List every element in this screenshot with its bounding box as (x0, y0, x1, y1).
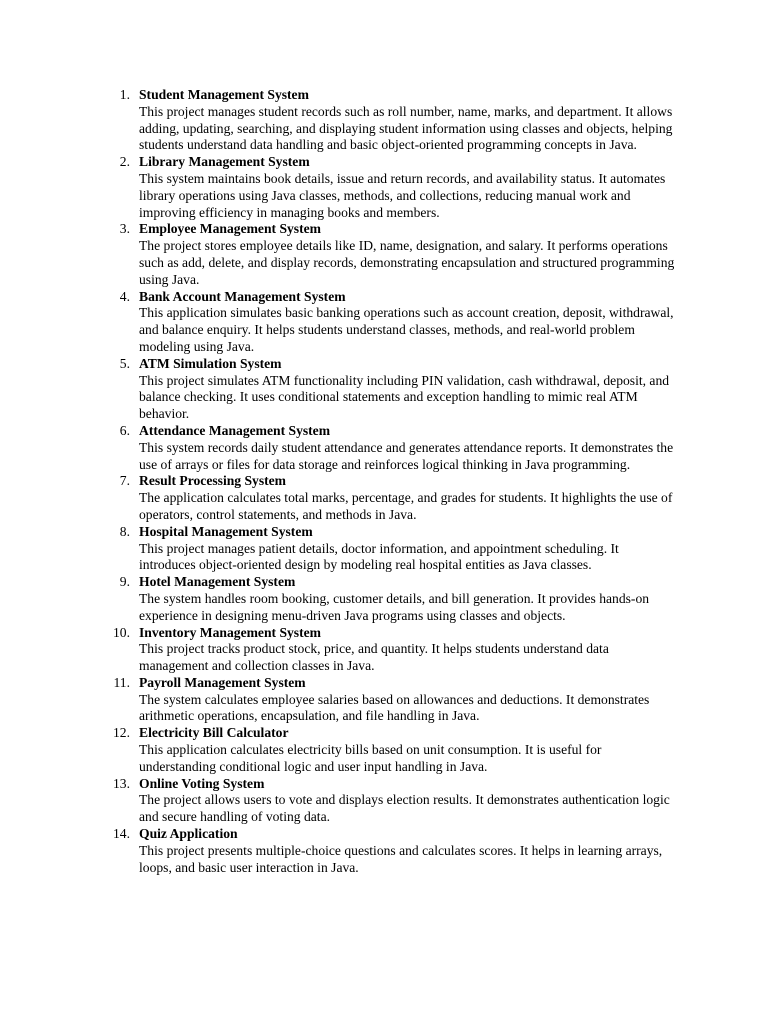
list-number: 3. (119, 221, 130, 237)
project-title: Electricity Bill Calculator (139, 725, 289, 741)
list-number: 5. (119, 355, 130, 371)
list-item (0, 221, 768, 288)
project-description: This project tracks product stock, price, and quantity. It helps students understand data management and collection classes in Java. (139, 641, 609, 674)
list-number: 6. (119, 422, 130, 438)
project-title: Attendance Management System (139, 422, 331, 438)
project-title: Online Voting System (139, 775, 265, 791)
project-description: This project manages patient details, doctor information, and appointment scheduling. It introduces object-oriented design by modeling real hospital entities as Java classes. (139, 540, 619, 573)
list-number: 10. (113, 624, 130, 640)
list-number: 11. (113, 674, 130, 690)
list-number: 2. (119, 154, 130, 170)
list-number: 4. (119, 288, 130, 304)
list-number: 8. (119, 523, 130, 539)
list-item (0, 423, 768, 473)
list-item (0, 725, 768, 775)
document-page (0, 87, 768, 876)
project-list (0, 87, 768, 876)
project-title: Inventory Management System (139, 624, 321, 640)
list-item (0, 675, 768, 725)
project-description: The system calculates employee salaries based on allowances and deductions. It demonstrates arithmetic operations, encapsulation, and file handling in Java. (139, 691, 650, 724)
project-description: This project manages student records such as roll number, name, marks, and department. It allows adding, updating, searching, and displaying student information using classes and objects, helping students understand data handling and basic object-oriented programming concepts in Java. (139, 103, 673, 153)
list-item (0, 356, 768, 423)
project-description: This application calculates electricity bills based on unit consumption. It is useful for understanding conditional logic and user input handling in Java. (139, 742, 602, 774)
list-item (0, 87, 768, 154)
project-title: Payroll Management System (139, 674, 306, 690)
project-title: Hotel Management System (139, 574, 296, 590)
list-item (0, 289, 768, 356)
project-title: Result Processing System (139, 473, 287, 489)
project-title: Quiz Application (139, 826, 238, 842)
list-number: 13. (113, 775, 130, 791)
project-title: Employee Management System (139, 221, 321, 237)
project-description: This project simulates ATM functionality including PIN validation, cash withdrawal, deposit, and balance checking. It uses conditional statements and exception handling to mimic real ATM behavior. (139, 372, 670, 422)
project-title: Hospital Management System (139, 523, 313, 539)
project-title: Student Management System (139, 87, 309, 102)
project-description: This project presents multiple-choice questions and calculates scores. It helps in learning arrays, loops, and basic user interaction in Java. (139, 842, 663, 875)
list-number: 9. (119, 574, 130, 590)
list-number: 7. (119, 473, 130, 489)
project-title: ATM Simulation System (139, 355, 282, 371)
list-number: 14. (113, 826, 130, 842)
list-item (0, 625, 768, 675)
list-item (0, 574, 768, 624)
project-description: The system handles room booking, customer details, and bill generation. It provides hands-on experience in designing menu-driven Java programs using classes and objects. (139, 590, 650, 623)
list-item (0, 473, 768, 523)
project-description: The application calculates total marks, percentage, and grades for students. It highlights the use of operators, control statements, and methods in Java. (139, 490, 673, 522)
project-description: This application simulates basic banking operations such as account creation, deposit, withdrawal, and balance enquiry. It helps students understand classes, methods, and real-world problem modeling using Java. (139, 305, 674, 354)
list-number: 1. (119, 87, 130, 102)
list-item (0, 826, 768, 876)
list-number: 12. (113, 725, 130, 741)
project-title: Bank Account Management System (139, 288, 346, 304)
project-description: This system records daily student attendance and generates attendance reports. It demonstrates the use of arrays or files for data storage and reinforces logical thinking in Java programming. (139, 439, 674, 472)
list-item (0, 154, 768, 221)
project-description: This system maintains book details, issue and return records, and availability status. It automates library operations using Java classes, methods, and collections, reducing manual work and improving efficiency in managing books and members. (139, 170, 666, 220)
project-description: The project stores employee details like ID, name, designation, and salary. It performs operations such as add, delete, and display records, demonstrating encapsulation and structured programming using Java. (139, 238, 675, 287)
project-title: Library Management System (139, 154, 310, 170)
list-item (0, 776, 768, 826)
list-item (0, 524, 768, 574)
project-description: The project allows users to vote and displays election results. It demonstrates authentication logic and secure handling of voting data. (139, 792, 670, 825)
